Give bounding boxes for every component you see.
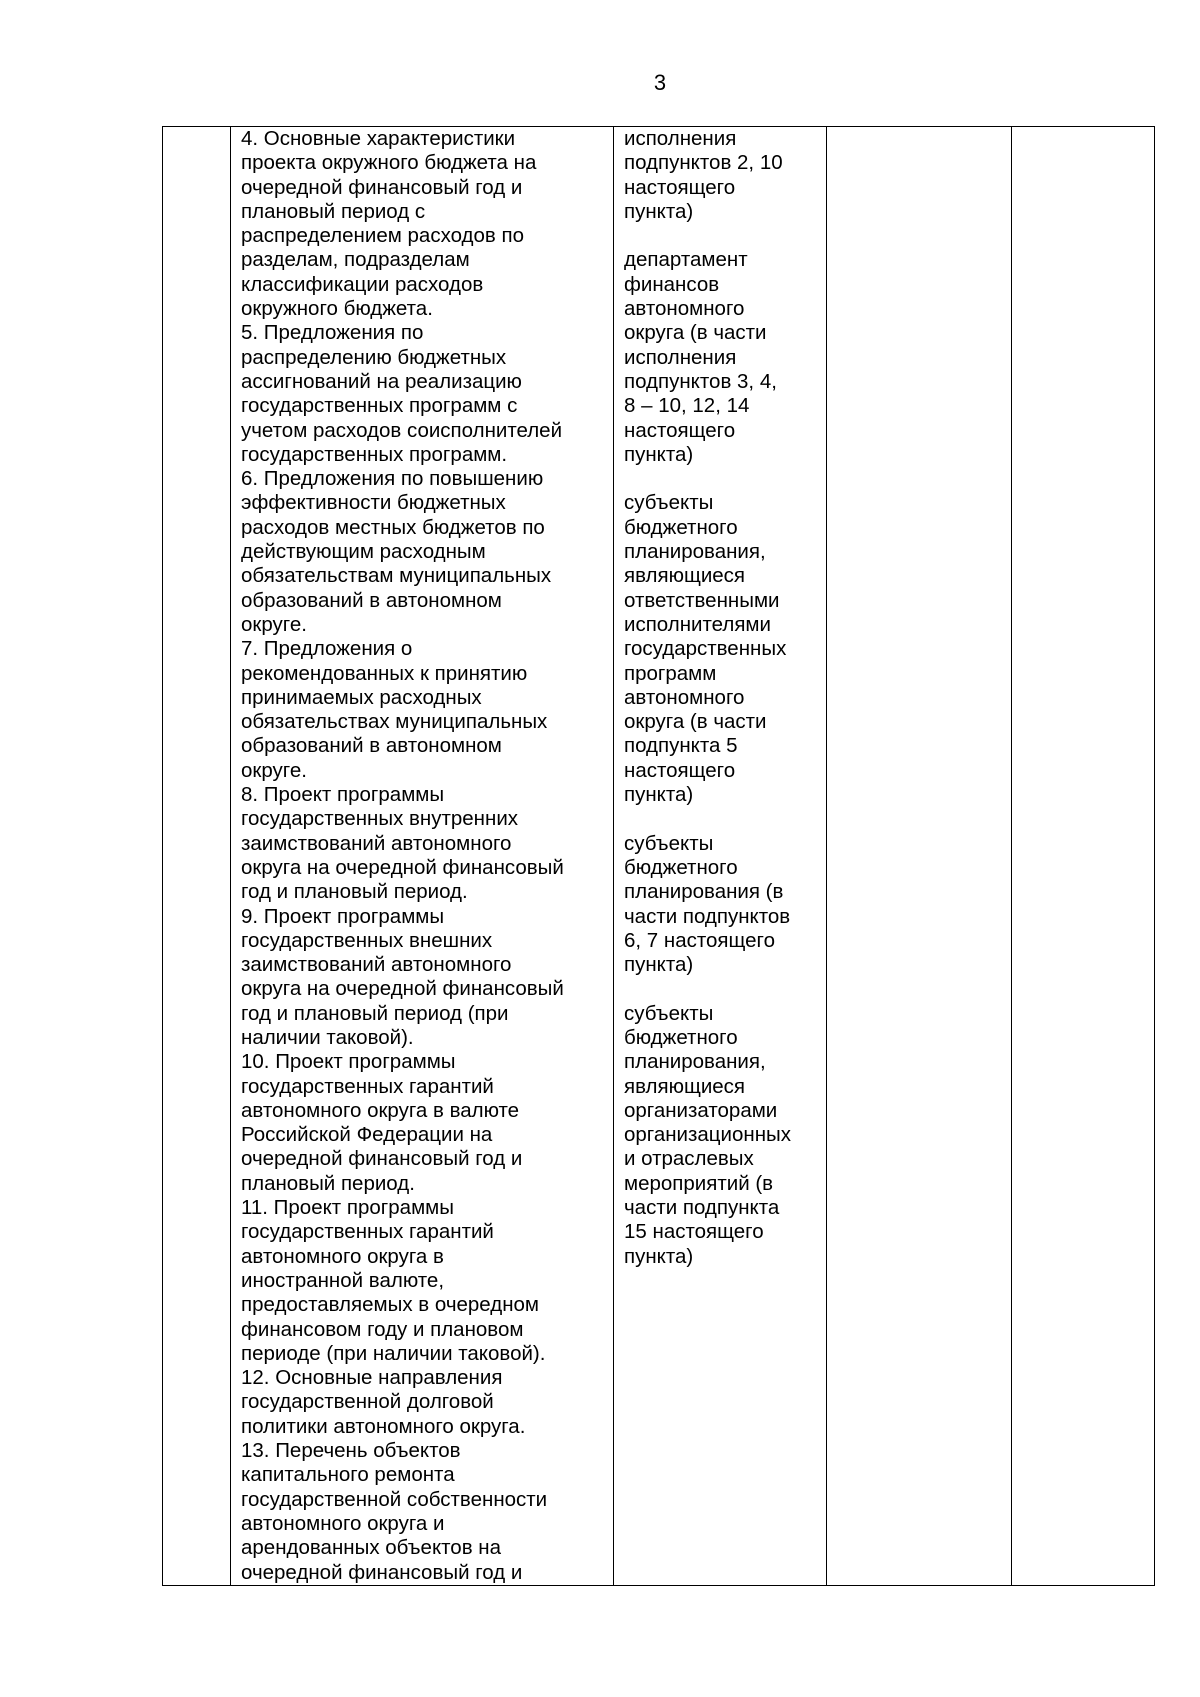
text-line: и отраслевых: [624, 1147, 754, 1171]
text-line: образований в автономном: [241, 734, 502, 758]
text-line: плановый период.: [241, 1171, 415, 1195]
text-line: распределению бюджетных: [241, 345, 507, 369]
text-line: [624, 467, 818, 491]
text-line: настоящего: [624, 418, 736, 442]
page-number: 3: [653, 70, 667, 95]
text-line: ответственными: [624, 588, 780, 612]
text-line: автономного округа в: [241, 1244, 444, 1268]
text-line: мероприятий (в: [624, 1171, 774, 1195]
text-line: пункта): [624, 953, 694, 977]
text-line: автономного округа и: [241, 1511, 445, 1535]
text-line: округа (в части: [624, 321, 767, 345]
text-line: 10. Проект программы: [241, 1050, 456, 1074]
text-line: подпункта 5: [624, 734, 738, 758]
text-line: предоставляемых в очередном: [241, 1293, 540, 1317]
table-cell-document-items: [231, 127, 614, 1586]
text-line: пункта): [624, 1244, 694, 1268]
text-line: 6. Предложения по повышению: [241, 467, 544, 491]
text-line: [624, 977, 818, 1001]
text-line: обязательствам муниципальных: [241, 564, 552, 588]
text-line: автономного округа в валюте: [241, 1098, 520, 1122]
text-line: политики автономного округа.: [241, 1414, 526, 1438]
text-line: исполнения: [624, 345, 737, 369]
text-line: арендованных объектов на: [241, 1536, 502, 1560]
document-table: [162, 126, 1155, 1586]
text-line: являющиеся: [624, 564, 746, 588]
text-line: исполнителями: [624, 612, 771, 636]
text-line: [624, 224, 818, 248]
text-line: государственной собственности: [241, 1487, 548, 1511]
text-line: расходов местных бюджетов по: [241, 515, 545, 539]
text-line: 11. Проект программы: [241, 1196, 454, 1220]
text-line: части подпункта: [624, 1196, 780, 1220]
text-line: 5. Предложения по: [241, 321, 424, 345]
text-line: 9. Проект программы: [241, 904, 445, 928]
text-line: настоящего: [624, 175, 736, 199]
text-line: бюджетного: [624, 855, 738, 879]
text-line: капитального ремонта: [241, 1463, 455, 1487]
text-line: образований в автономном: [241, 588, 502, 612]
text-line: подпунктов 3, 4,: [624, 369, 777, 393]
text-line: организационных: [624, 1123, 792, 1147]
responsible-text: [614, 127, 826, 1269]
document-items-text: [231, 127, 613, 1585]
text-line: 13. Перечень объектов: [241, 1439, 461, 1463]
text-line: автономного: [624, 297, 745, 321]
text-line: периоде (при наличии таковой).: [241, 1341, 546, 1365]
text-line: государственной долговой: [241, 1390, 494, 1414]
text-line: округе.: [241, 612, 307, 636]
table-cell-responsible: [614, 127, 827, 1586]
text-line: рекомендованных к принятию: [241, 661, 528, 685]
text-line: подпунктов 2, 10: [624, 151, 783, 175]
text-line: очередной финансовый год и: [241, 1147, 523, 1171]
text-line: государственных программ с: [241, 394, 518, 418]
text-line: 6, 7 настоящего: [624, 928, 775, 952]
text-line: государственных: [624, 637, 787, 661]
text-line: государственных внешних: [241, 928, 493, 952]
text-line: заимствований автономного: [241, 953, 512, 977]
text-line: автономного: [624, 685, 745, 709]
text-line: принимаемых расходных: [241, 685, 482, 709]
text-line: 12. Основные направления: [241, 1366, 503, 1390]
text-line: финансовом году и плановом: [241, 1317, 524, 1341]
text-line: округа (в части: [624, 710, 767, 734]
text-line: заимствований автономного: [241, 831, 512, 855]
text-line: части подпунктов: [624, 904, 791, 928]
text-line: эффективности бюджетных: [241, 491, 506, 515]
text-line: 7. Предложения о: [241, 637, 413, 661]
text-line: планирования,: [624, 540, 766, 564]
table-row: [163, 127, 1155, 1586]
text-line: распределением расходов по: [241, 224, 524, 248]
text-line: классификации расходов: [241, 272, 484, 296]
text-line: настоящего: [624, 758, 736, 782]
text-line: действующим расходным: [241, 540, 486, 564]
table-cell-empty: [827, 127, 1012, 1586]
text-line: исполнения: [624, 127, 737, 150]
text-line: окружного бюджета.: [241, 297, 433, 321]
text-line: программ: [624, 661, 717, 685]
text-line: округа на очередной финансовый: [241, 855, 564, 879]
text-line: год и плановый период.: [241, 880, 468, 904]
text-line: государственных гарантий: [241, 1220, 494, 1244]
text-line: год и плановый период (при: [241, 1001, 509, 1025]
text-line: 15 настоящего: [624, 1220, 764, 1244]
text-line: пункта): [624, 442, 694, 466]
text-line: пункта): [624, 783, 694, 807]
text-line: обязательствах муниципальных: [241, 710, 548, 734]
text-line: учетом расходов соисполнителей: [241, 418, 563, 442]
text-line: пункта): [624, 199, 694, 223]
text-line: бюджетного: [624, 515, 738, 539]
text-line: иностранной валюте,: [241, 1268, 445, 1292]
table-cell-empty: [1012, 127, 1155, 1586]
text-line: очередной финансовый год и: [241, 1560, 523, 1584]
text-line: 8 – 10, 12, 14: [624, 394, 750, 418]
text-line: организаторами: [624, 1098, 778, 1122]
table-cell-number: [163, 127, 231, 1586]
text-line: планирования (в: [624, 880, 784, 904]
text-line: Российской Федерации на: [241, 1123, 493, 1147]
text-line: государственных гарантий: [241, 1074, 494, 1098]
text-line: субъекты: [624, 1001, 714, 1025]
text-line: субъекты: [624, 831, 714, 855]
text-line: очередной финансовый год и: [241, 175, 523, 199]
text-line: наличии таковой).: [241, 1025, 414, 1049]
text-line: субъекты: [624, 491, 714, 515]
text-line: 4. Основные характеристики: [241, 127, 516, 150]
text-line: проекта окружного бюджета на: [241, 151, 537, 175]
text-line: плановый период с: [241, 199, 426, 223]
text-line: государственных программ.: [241, 442, 508, 466]
text-line: бюджетного: [624, 1025, 738, 1049]
text-line: ассигнований на реализацию: [241, 369, 522, 393]
text-line: планирования,: [624, 1050, 766, 1074]
text-line: округе.: [241, 758, 307, 782]
text-line: округа на очередной финансовый: [241, 977, 564, 1001]
text-line: являющиеся: [624, 1074, 746, 1098]
text-line: финансов: [624, 272, 720, 296]
text-line: 8. Проект программы: [241, 783, 445, 807]
text-line: [624, 807, 818, 831]
text-line: разделам, подразделам: [241, 248, 470, 272]
text-line: департамент: [624, 248, 748, 272]
text-line: государственных внутренних: [241, 807, 519, 831]
